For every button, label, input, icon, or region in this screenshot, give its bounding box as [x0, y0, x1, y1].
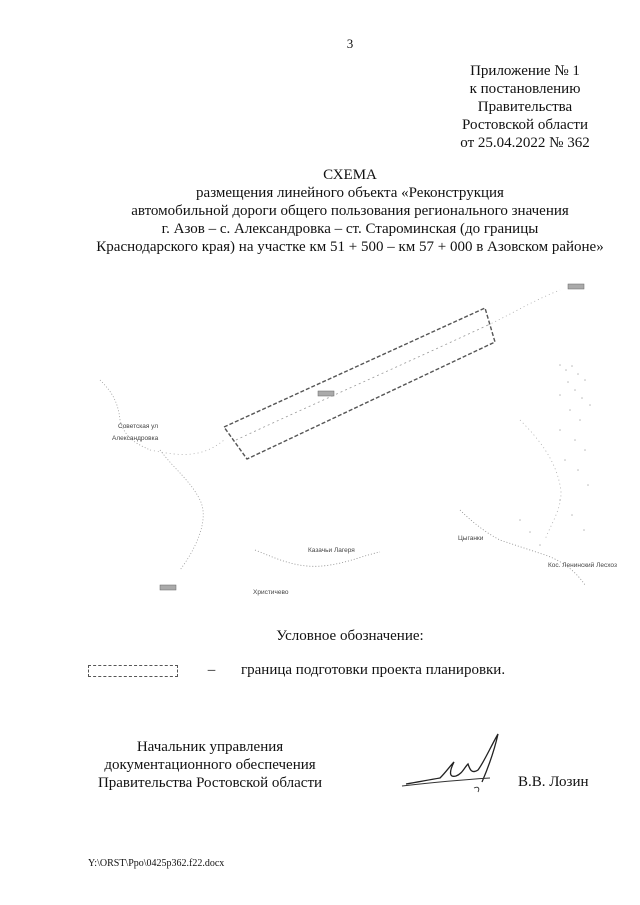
signer-block: [90, 738, 330, 792]
signer-name: В.В. Лозин: [518, 774, 589, 790]
appendix-line: Правительства: [477, 99, 573, 115]
road-line: [236, 325, 488, 440]
title-line: автомобильной дороги общего пользования регионального значения: [131, 203, 569, 219]
page-number: 3: [346, 36, 354, 51]
map-label-khristichevo: Христичево: [253, 589, 289, 596]
title-line: размещения линейного объекта «Реконструкция: [196, 185, 504, 201]
appendix-line: от 25.04.2022 № 362: [460, 135, 590, 151]
signer-line: документационного обеспечения: [104, 757, 316, 773]
title-heading: СХЕМА: [323, 167, 377, 183]
file-path-footer: Y:\ORST\Ppo\0425p362.f22.docx: [88, 858, 225, 869]
track-line: [150, 440, 224, 454]
map-label-kazachi-lagerya: Казачьи Лагеря: [308, 547, 355, 554]
road-marker: [318, 391, 334, 396]
appendix-line: к постановлению: [469, 81, 581, 97]
map-label-tsyganki: Цыганки: [458, 535, 484, 542]
signer-line: Начальник управления: [136, 739, 284, 755]
legend-text: граница подготовки проекта планировки.: [241, 662, 506, 678]
document-title: [0, 166, 640, 256]
legend-dash: –: [207, 662, 216, 678]
site-scheme-map: [0, 270, 640, 615]
river-line: [460, 510, 585, 585]
legend-swatch-dashed-boundary: [88, 665, 178, 677]
track-line: [160, 450, 203, 570]
title-line: г. Азов – с. Александровка – ст. Староминская (до границы: [161, 221, 539, 237]
road-marker: [160, 585, 176, 590]
map-label-aleksandrovka: Александровка: [112, 435, 159, 442]
track-line: [488, 290, 560, 325]
river-line: [520, 420, 561, 540]
appendix-line: Ростовской области: [462, 117, 588, 133]
signer-line: Правительства Ростовской области: [97, 775, 323, 791]
handwritten-signature: [398, 722, 508, 802]
title-line: Краснодарского края) на участке км 51 + 500 – км 57 + 000 в Азовском районе»: [96, 239, 604, 255]
map-label-leskhoz: Кос. Ленинский Лесхоз: [548, 562, 617, 569]
appendix-line: Приложение № 1: [470, 63, 580, 79]
legend-title: Условное обозначение:: [276, 628, 424, 644]
road-marker: [568, 284, 584, 289]
legend-item: [88, 662, 505, 679]
appendix-block: [430, 62, 620, 152]
forest-area: [519, 364, 591, 546]
map-label-street: Советская ул: [118, 423, 159, 430]
